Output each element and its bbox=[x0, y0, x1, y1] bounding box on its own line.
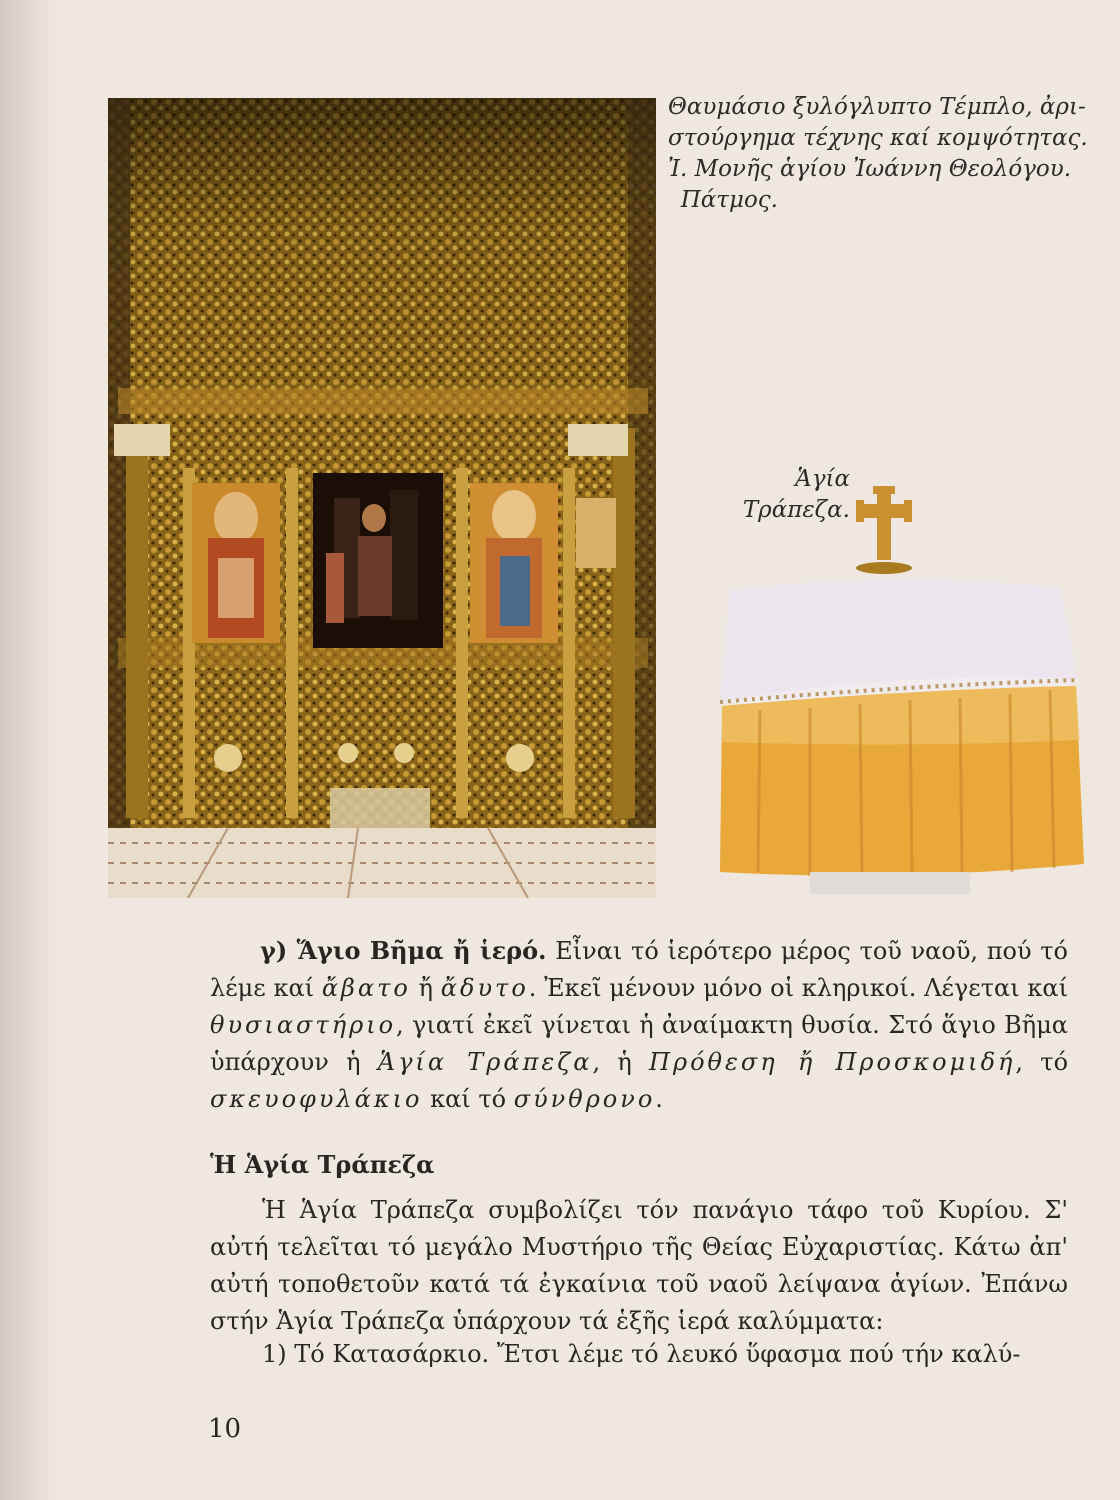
temple-caption-line: στούργημα τέχνης καί κομψότητας. bbox=[668, 125, 1088, 151]
text-run: ἤ bbox=[410, 974, 441, 1002]
page-number: 10 bbox=[208, 1414, 242, 1444]
cross-icon bbox=[856, 486, 912, 574]
text-run: , τό bbox=[1015, 1048, 1069, 1076]
section-g-heading: γ) Ἅγιο Βῆμα ἤ ἱερό. bbox=[260, 936, 547, 965]
text-run: Εἶναι τό ἱερότερο μέρος τοῦ ναοῦ, πού τό λέμε καί bbox=[210, 937, 1068, 1002]
term-prothesi: Πρόθεση ἤ Προσκομιδή bbox=[649, 1048, 1016, 1076]
text-run: . Ἐκεῖ μένουν μόνο οἱ κληρικοί. Λέγεται καί bbox=[528, 974, 1068, 1002]
section-g-paragraph bbox=[210, 932, 1068, 1118]
altar-caption: Ἁγία Τράπεζα. bbox=[742, 466, 850, 523]
temple-caption-line: Θαυμάσιο ξυλόγλυπτο Τέμπλο, ἀρι- bbox=[668, 94, 1086, 120]
altar-table-image bbox=[700, 480, 1100, 900]
term-agia-trapeza: Ἁγία Τράπεζα bbox=[377, 1048, 593, 1076]
text-run: καί τό bbox=[422, 1085, 514, 1113]
term-synthrono: σύνθρονο bbox=[513, 1085, 656, 1113]
text-run: . bbox=[655, 1085, 663, 1113]
term-thysiastirio: θυσιαστήριο bbox=[210, 1011, 397, 1039]
temple-caption-line: Ἰ. Μονῆς ἁγίου Ἰωάννη Θεολόγου. bbox=[668, 156, 1072, 182]
iconostasis-photo bbox=[108, 98, 656, 898]
temple-caption bbox=[668, 92, 1088, 216]
text-run: , ἡ bbox=[592, 1048, 650, 1076]
agia-trapeza-paragraph: Ἡ Ἁγία Τράπεζα συμβολίζει τόν πανάγιο τάφο τοῦ Κυρίου. Σ' αὐτή τελεῖται τό μεγάλο Μυστήριο τῆς Θείας Εὐχαριστίας. Κάτω ἀπ' αὐτή τοποθετοῦν κατά τά ἐγκαίνια τοῦ ναοῦ λείψανα ἁγίων. Ἐπάνω στήν Ἁγία Τράπεζα ὑπάρχουν τά ἑξῆς ἱερά καλύμματα: bbox=[210, 1196, 1068, 1335]
section-subheading: Ἡ Ἁγία Τράπεζα bbox=[210, 1150, 435, 1179]
temple-caption-line: Πάτμος. bbox=[680, 187, 778, 213]
term-adyto: ἄδυτο bbox=[440, 974, 529, 1002]
term-skeuofylakio: σκευοφυλάκιο bbox=[210, 1085, 423, 1113]
text-run: , γιατί ἐκεῖ γίνεται ἡ ἀναίμακτη θυσία. Στό ἅγιο Βῆμα ὑπάρχουν ἡ bbox=[210, 1011, 1068, 1076]
list-item-1: 1) Τό Κατασάρκιο. Ἔτσι λέμε τό λευκό ὕφασμα πού τήν καλύ- bbox=[262, 1340, 1021, 1368]
term-abato: ἄβατο bbox=[321, 974, 411, 1002]
page-edge bbox=[0, 0, 62, 1500]
